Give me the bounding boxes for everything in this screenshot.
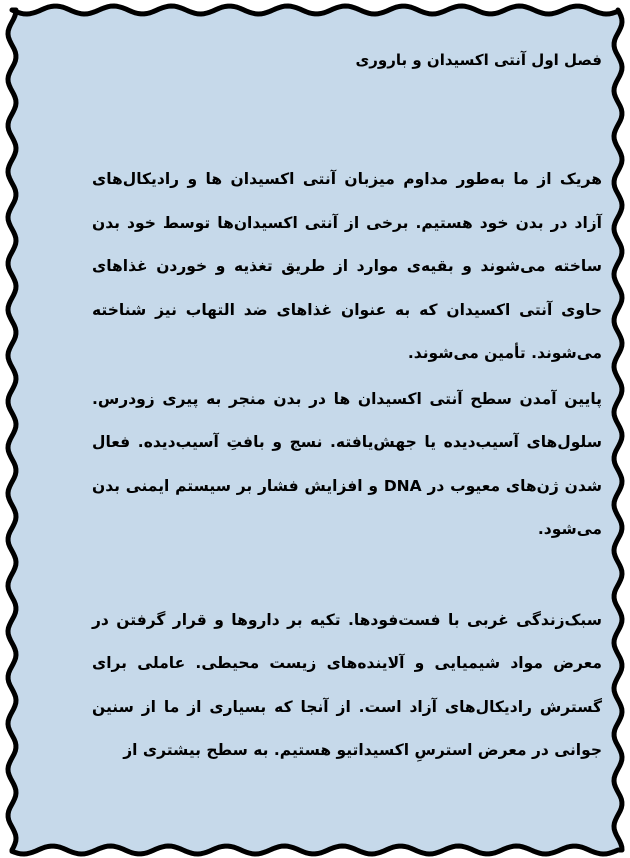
paragraph-1: هریک از ما به‌طور مداوم میزبان آنتی اکسیدان ها و رادیکال‌های آزاد در بدن خود هستیم. برخی از آنتی اکسیدان‌ها توسط خود بدن ساخته می‌شوند و بقیه‌ی موارد از طریق تغذیه و خوردن غذاهای حاوی آنتی اکسیدان که به عنوان غذاهای ضد التهاب نیز شناخته می‌شوند. تأمین می‌شوند. bbox=[92, 170, 602, 362]
paragraph-2: پایین آمدن سطح آنتی اکسیدان ها در بدن منجر به پیری زودرس. سلول‌های آسیب‌دیده یا جهش‌یافته. نسج و بافتِ آسیب‌دیده. فعال شدن ژن‌های معیوب در DNA و افزایش فشار بر سیستم ایمنی بدن می‌شود. bbox=[92, 389, 603, 538]
paragraph-3: سبک‌زندگی غربی با فست‌فودها. تکیه بر داروها و قرار گرفتن در معرض مواد شیمیایی و آلاینده‌های زیست محیطی. عاملی برای گسترش رادیکال‌های آزاد است. از آنجا که بسیاری از ما از سنین جوانی در معرض استرسِ اکسیداتیو هستیم. به سطح بیشتری از bbox=[92, 610, 602, 759]
document-body bbox=[92, 40, 602, 773]
chapter-title: فصل اول آنتی اکسیدان و باروری bbox=[355, 51, 602, 69]
